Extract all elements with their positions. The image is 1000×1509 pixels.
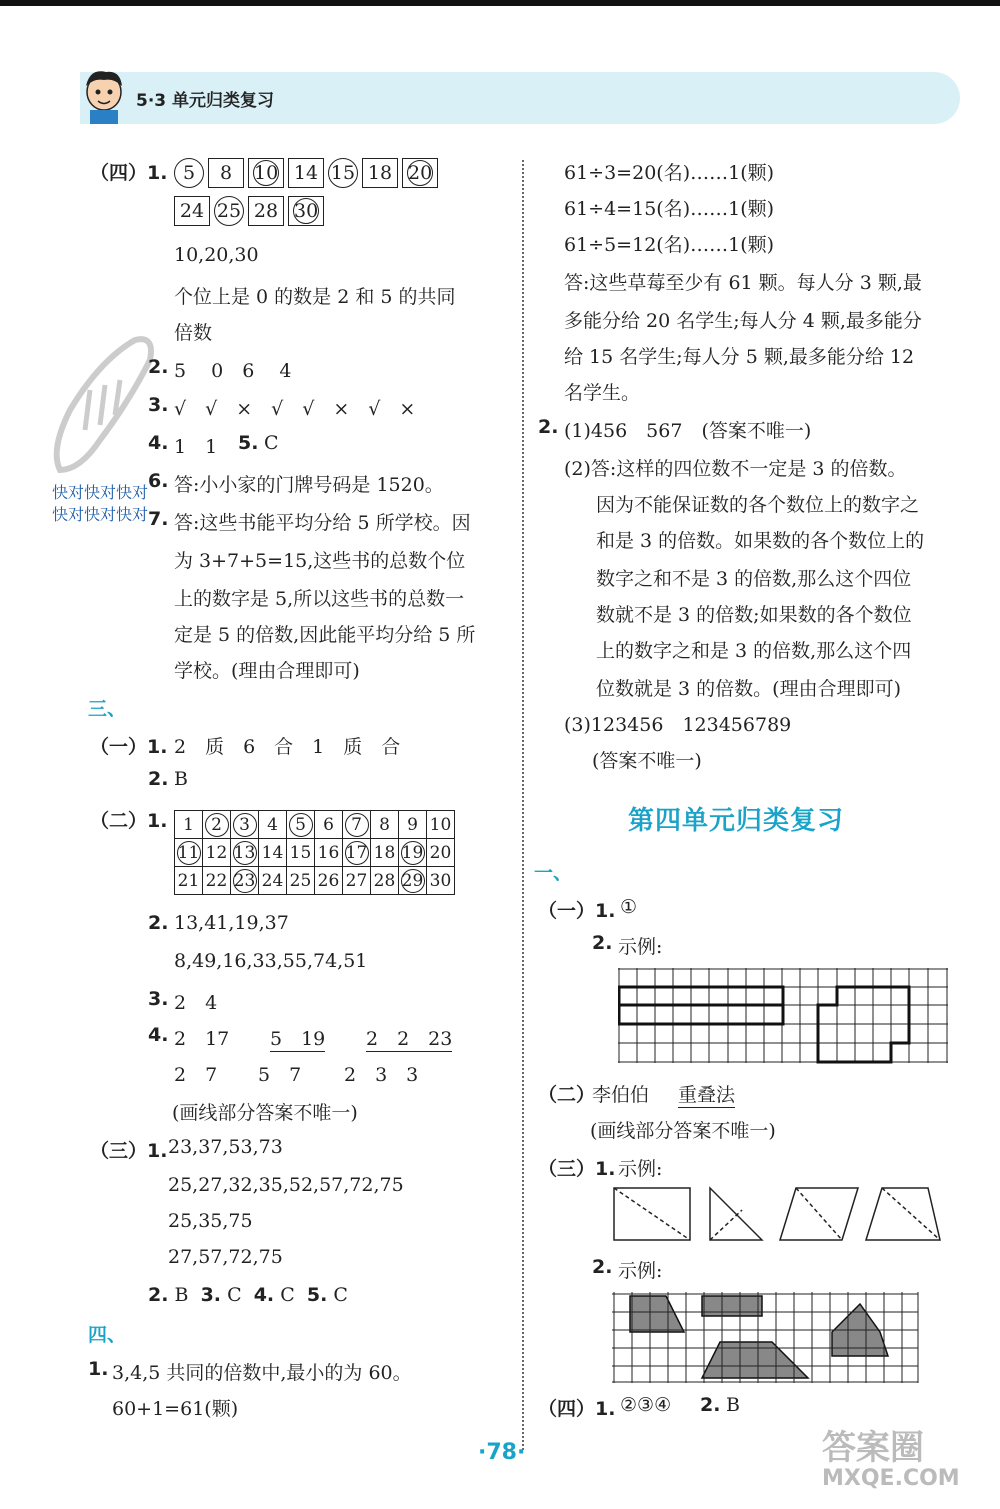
number-grid-row <box>175 839 455 867</box>
s1-2-answer: B <box>174 768 188 790</box>
rq2-2-line: (2)答:这样的四位数不一定是 3 的倍数。 <box>564 458 907 480</box>
s2-4-top-1: 2 17 <box>174 1028 230 1050</box>
grid-cell: 27 <box>343 867 371 895</box>
hundred-chart <box>174 810 455 895</box>
s2-2-line-b: 8,49,16,33,55,74,51 <box>174 950 368 972</box>
s2-4-top-3: 2 2 23 <box>366 1024 452 1052</box>
q7-line: 上的数字是 5,所以这些书的总数一 <box>174 588 465 610</box>
rq2-1: (1)456 567 (答案不唯一) <box>564 420 812 442</box>
rd-label: （四）1. <box>538 1398 616 1420</box>
s2-2-line-a: 13,41,19,37 <box>174 912 289 934</box>
header-title: 5·3 单元归类复习 <box>136 91 275 111</box>
grid-cell: 18 <box>371 839 399 867</box>
grid-cell: 26 <box>315 867 343 895</box>
circled-grid-cell <box>399 867 427 895</box>
answer-line: 答:这些草莓至少有 61 颗。每人分 3 颗,最 <box>564 272 922 294</box>
circled-grid-number: 29 <box>401 870 424 891</box>
s1-label: （一）1. <box>90 736 168 758</box>
circled-grid-cell <box>399 839 427 867</box>
ra1-answer: ① <box>620 896 638 918</box>
number-grid-row <box>175 811 455 839</box>
circled-number: 25 <box>214 196 244 226</box>
circled-boxed-number: 30 <box>288 196 324 226</box>
s4b-num: 1. <box>88 1358 109 1380</box>
s3-label: （三）1. <box>90 1140 168 1162</box>
s1-2-num: 2. <box>148 768 169 790</box>
s4-row2 <box>174 196 328 226</box>
grid-cell: 16 <box>315 839 343 867</box>
circled-grid-cell <box>231 839 259 867</box>
s3-line: 25,27,32,35,52,57,72,75 <box>168 1174 404 1196</box>
rq2-num: 2. <box>538 416 559 438</box>
answer-line: 多能分给 20 名学生;每人分 4 颗,最多能分 <box>564 310 922 332</box>
mascot-icon <box>80 66 128 124</box>
grid-cell: 15 <box>287 839 315 867</box>
q6-answer: 答:小小家的门牌号码是 1520。 <box>174 474 444 496</box>
s2-2-num: 2. <box>148 912 169 934</box>
rq2-3: (3)123456 123456789 <box>564 714 792 736</box>
circled-grid-cell <box>203 811 231 839</box>
ra2-label: 示例: <box>618 936 663 958</box>
circled-grid-number: 5 <box>289 813 313 837</box>
rc2-num: 2. <box>592 1256 613 1278</box>
rd2-num: 2. <box>700 1394 721 1416</box>
s4-row1 <box>174 158 442 188</box>
s3-2-row: 2. B 3. C 4. C 5. C <box>148 1284 348 1306</box>
rq2-2-line: 位数就是 3 的倍数。(理由合理即可) <box>596 678 901 700</box>
circled-grid-cell <box>231 811 259 839</box>
grid-cell: 6 <box>315 811 343 839</box>
rq2-2-line: 因为不能保证数的各个数位上的数字之 <box>596 494 920 516</box>
q5-num: 5. <box>238 432 259 454</box>
s4b-line1: 3,4,5 共同的倍数中,最小的为 60。 <box>112 1362 412 1384</box>
answer-line: 名学生。 <box>564 382 641 404</box>
s2-4-note: (画线部分答案不唯一) <box>172 1102 358 1124</box>
section-3-heading: 三、 <box>88 698 127 720</box>
circled-grid-number: 7 <box>345 813 369 837</box>
grid-cell: 25 <box>287 867 315 895</box>
grid-cell: 9 <box>399 811 427 839</box>
s2-label: （二）1. <box>90 810 168 832</box>
circled-boxed-number: 10 <box>248 158 284 188</box>
s2-4-bot-2: 5 7 <box>258 1064 302 1086</box>
number-grid <box>174 810 455 895</box>
grid-cell: 12 <box>203 839 231 867</box>
rq2-2-line: 和是 3 的倍数。如果数的各个数位上的 <box>596 530 925 552</box>
s2-4-top-2: 5 19 <box>270 1024 325 1052</box>
circled-grid-cell <box>287 811 315 839</box>
q7-line: 定是 5 的倍数,因此能平均分给 5 所 <box>174 624 476 646</box>
column-divider <box>522 160 524 1450</box>
grid-figure-1 <box>618 968 950 1064</box>
boxed-number: 18 <box>362 158 398 188</box>
circled-grid-cell <box>175 839 203 867</box>
grid-cell: 24 <box>259 867 287 895</box>
rq2-2-line: 数就不是 3 的倍数;如果数的各个数位 <box>596 604 912 626</box>
grid-cell: 1 <box>175 811 203 839</box>
s4-line3: 倍数 <box>174 322 213 344</box>
s4-label: （四）1. <box>90 162 168 184</box>
grid-cell: 4 <box>259 811 287 839</box>
boxed-number: 14 <box>288 158 324 188</box>
circled-grid-cell <box>343 839 371 867</box>
s4-line2: 个位上是 0 的数是 2 和 5 的共同 <box>174 286 456 308</box>
grid-cell: 20 <box>427 839 455 867</box>
grid-figure-2 <box>612 1292 924 1384</box>
boxed-number: 8 <box>208 158 244 188</box>
grid-cell: 30 <box>427 867 455 895</box>
q4-num: 4. <box>148 432 169 454</box>
division-line: 61÷5=12(名)……1(颗) <box>564 234 775 256</box>
q7-line: 答:这些书能平均分给 5 所学校。因 <box>174 512 471 534</box>
circled-grid-cell <box>231 867 259 895</box>
grid-cell: 8 <box>371 811 399 839</box>
rb-answer-1: 李伯伯 <box>592 1084 650 1106</box>
q2-num: 2. <box>148 356 169 378</box>
q2-answer: 5 0 6 4 <box>174 360 292 382</box>
boxed-number: 28 <box>248 196 284 226</box>
s2-4-bot-1: 2 7 <box>174 1064 218 1086</box>
rd2-answer: B <box>726 1394 740 1416</box>
circled-number: 5 <box>174 158 204 188</box>
circled-grid-number: 11 <box>177 842 200 863</box>
rq2-3-note: (答案不唯一) <box>592 750 702 772</box>
side-text-1: 快对快对快对 <box>52 483 149 502</box>
side-text-2: 快对快对快对 <box>52 505 149 524</box>
division-line: 61÷3=20(名)……1(颗) <box>564 162 775 184</box>
r-section-1-heading: 一、 <box>534 862 573 884</box>
circled-grid-cell <box>343 811 371 839</box>
watermark-url: MXQE.COM <box>822 1466 960 1491</box>
rq2-2-line: 数字之和不是 3 的倍数,那么这个四位 <box>596 568 912 590</box>
ra2-num: 2. <box>592 932 613 954</box>
s3-line: 23,37,53,73 <box>168 1136 283 1158</box>
s2-4-num: 4. <box>148 1024 169 1046</box>
division-line: 61÷4=15(名)……1(颗) <box>564 198 775 220</box>
grid-cell: 22 <box>203 867 231 895</box>
grid-cell: 10 <box>427 811 455 839</box>
circled-number: 15 <box>328 158 358 188</box>
answer-line: 给 15 名学生;每人分 5 颗,最多能分给 12 <box>564 346 915 368</box>
shapes-figure <box>610 1184 946 1244</box>
s3-line: 25,35,75 <box>168 1210 253 1232</box>
q7-num: 7. <box>148 508 169 530</box>
rb-note: (画线部分答案不唯一) <box>590 1120 776 1142</box>
number-grid-row <box>175 867 455 895</box>
ra1-label: （一）1. <box>538 900 616 922</box>
rc2-label: 示例: <box>618 1260 663 1282</box>
s2-3-answer: 2 4 <box>174 992 218 1014</box>
rb-label: （二） <box>538 1084 596 1106</box>
top-border <box>0 0 1000 6</box>
grid-cell: 14 <box>259 839 287 867</box>
grid-cell: 28 <box>371 867 399 895</box>
s2-4-bot-3: 2 3 3 <box>344 1064 419 1086</box>
rq2-2-line: 上的数字之和是 3 的倍数,那么这个四 <box>596 640 912 662</box>
s3-line: 27,57,72,75 <box>168 1246 283 1268</box>
section-4-heading: 四、 <box>88 1324 127 1346</box>
circled-grid-number: 17 <box>345 842 368 863</box>
boxed-number: 24 <box>174 196 210 226</box>
circled-grid-number: 2 <box>205 813 229 837</box>
q4-answer: 1 1 <box>174 436 218 458</box>
q3-answer: √ √ × √ √ × √ × <box>174 398 416 420</box>
circled-grid-number: 19 <box>401 842 424 863</box>
rc1-label: 示例: <box>618 1158 663 1180</box>
circled-boxed-number: 20 <box>402 158 438 188</box>
rd1-answer: ②③④ <box>620 1394 672 1416</box>
q6-num: 6. <box>148 470 169 492</box>
q7-line: 学校。(理由合理即可) <box>174 660 360 682</box>
unit-title: 第四单元归类复习 <box>628 806 845 836</box>
s4b-line2: 60+1=61(颗) <box>112 1398 239 1420</box>
grid-cell: 21 <box>175 867 203 895</box>
circled-grid-number: 3 <box>233 813 257 837</box>
q5-answer: C <box>264 432 279 454</box>
s4-line1: 10,20,30 <box>174 244 259 266</box>
s2-3-num: 3. <box>148 988 169 1010</box>
q7-line: 为 3+7+5=15,这些书的总数个位 <box>174 550 466 572</box>
circled-grid-number: 13 <box>233 842 256 863</box>
s1-answer: 2 质 6 合 1 质 合 <box>174 736 401 758</box>
watermark-logo: 答案圈 <box>822 1428 924 1468</box>
circled-grid-number: 23 <box>233 870 256 891</box>
q3-num: 3. <box>148 394 169 416</box>
page-number: ·78· <box>478 1440 526 1465</box>
rb-answer-2: 重叠法 <box>678 1080 735 1108</box>
rc-label: （三）1. <box>538 1158 616 1180</box>
